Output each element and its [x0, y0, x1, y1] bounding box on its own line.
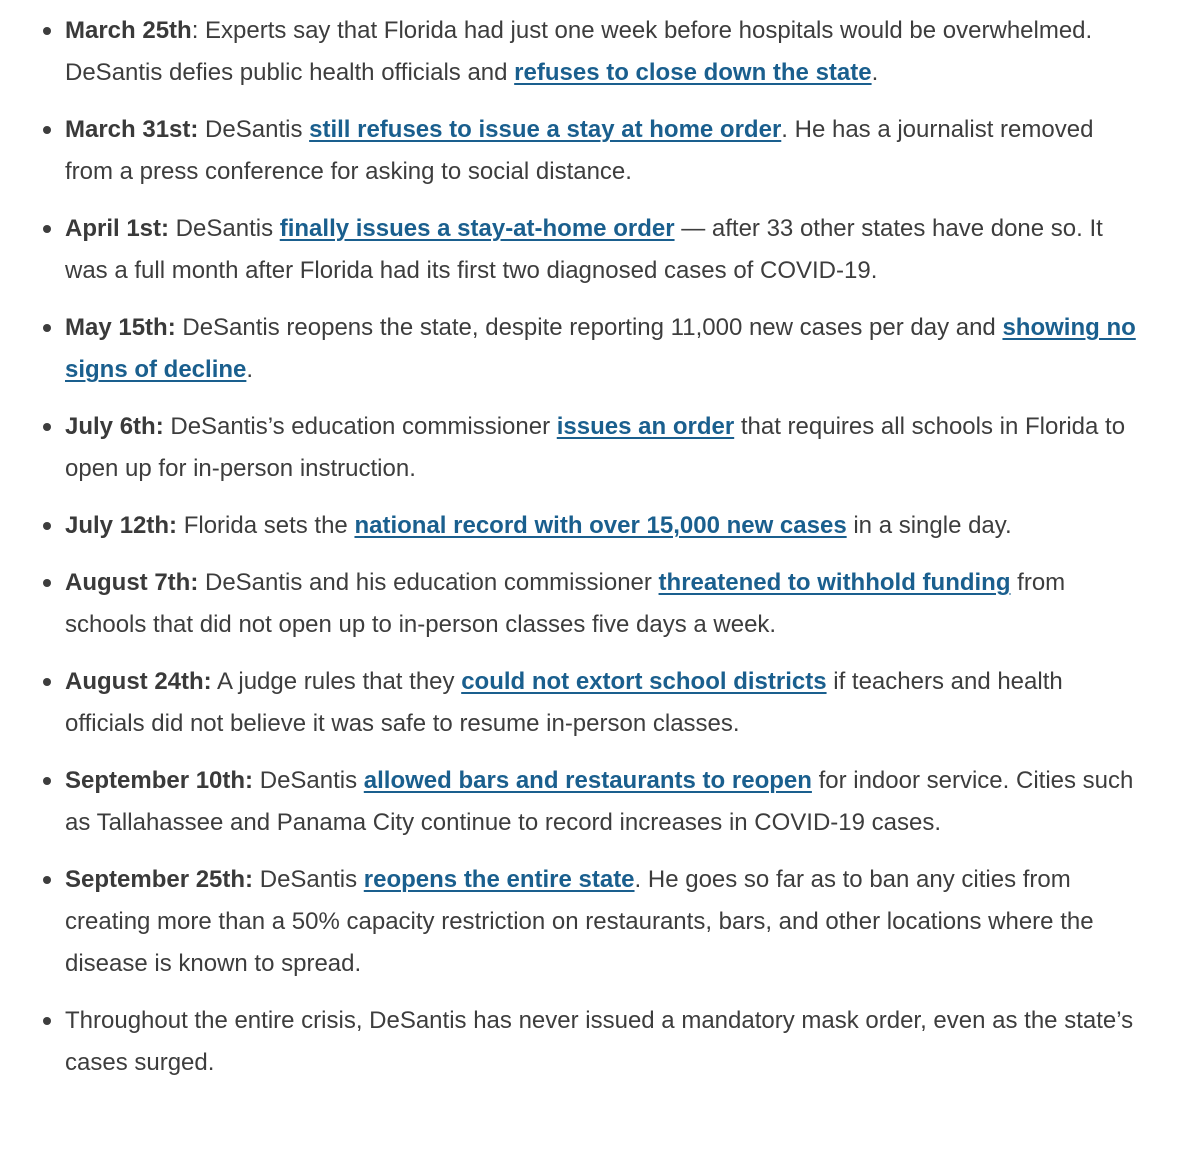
link-finally-issues-order[interactable]: finally issues a stay-at-home order: [279, 215, 675, 242]
item-text: DeSantis: [253, 866, 364, 893]
item-text: .: [871, 59, 879, 86]
item-text: : Experts say that Florida had just one week before hospitals would be overwhelmed. DeSantis defies public health officials and: [65, 17, 1093, 86]
timeline-item-may-15: [65, 307, 1140, 391]
link-issues-an-order[interactable]: issues an order: [556, 413, 735, 440]
item-date: August 24th:: [65, 668, 212, 695]
link-bars-restaurants-reopen[interactable]: allowed bars and restaurants to reopen: [363, 767, 812, 794]
timeline-item-august-24: [65, 661, 1140, 745]
item-date: August 7th:: [65, 569, 199, 596]
link-could-not-extort[interactable]: could not extort school districts: [461, 668, 827, 695]
item-date: July 6th:: [65, 413, 164, 440]
item-date: March 31st:: [65, 116, 199, 143]
item-text: .: [246, 356, 254, 383]
link-still-refuses-stay-at-home[interactable]: still refuses to issue a stay at home order: [309, 116, 782, 143]
item-text: that requires all schools in Florida to open up for in-person instruction.: [65, 413, 1126, 482]
link-withhold-funding[interactable]: threatened to withhold funding: [658, 569, 1011, 596]
item-text: A judge rules that they: [211, 668, 462, 695]
item-text: DeSantis: [169, 215, 280, 242]
item-text: Florida sets the: [177, 512, 355, 539]
timeline-item-july-12: [65, 505, 1140, 547]
item-text: DeSantis: [253, 767, 364, 794]
link-reopens-entire-state[interactable]: reopens the entire state: [363, 866, 635, 893]
item-text: if teachers and health officials did not believe it was safe to resume in-person classes.: [65, 668, 1063, 737]
timeline-item-final: [65, 1000, 1140, 1084]
link-refuses-to-close[interactable]: refuses to close down the state: [514, 59, 872, 86]
item-text: DeSantis and his education commissioner: [198, 569, 659, 596]
timeline-item-april-1: [65, 208, 1140, 292]
item-text: DeSantis reopens the state, despite reporting 11,000 new cases per day and: [175, 314, 1003, 341]
timeline-item-september-10: [65, 760, 1140, 844]
item-date: July 12th:: [65, 512, 178, 539]
timeline-item-march-31: [65, 109, 1140, 193]
item-text: from schools that did not open up to in-person classes five days a week.: [65, 569, 1066, 638]
item-text: . He has a journalist removed from a press conference for asking to social distance.: [65, 116, 1094, 185]
item-text: — after 33 other states have done so. It was a full month after Florida had its first two diagnosed cases of COVID-19.: [65, 215, 1103, 284]
item-text: in a single day.: [846, 512, 1012, 539]
item-date: May 15th:: [65, 314, 176, 341]
item-date: March 25th: [65, 17, 192, 44]
link-no-signs-of-decline[interactable]: showing no signs of decline: [65, 314, 1136, 383]
item-date: September 25th:: [65, 866, 254, 893]
timeline-item-july-6: [65, 406, 1140, 490]
item-date: September 10th:: [65, 767, 254, 794]
timeline-item-august-7: [65, 562, 1140, 646]
item-text: Throughout the entire crisis, DeSantis has never issued a mandatory mask order, even as the state’s cases surged.: [65, 1007, 1134, 1076]
link-national-record[interactable]: national record with over 15,000 new cases: [354, 512, 847, 539]
item-text: . He goes so far as to ban any cities from creating more than a 50% capacity restriction on restaurants, bars, and other locations where the disease is known to spread.: [65, 866, 1094, 977]
item-text: DeSantis’s education commissioner: [163, 413, 557, 440]
timeline-item-march-25: [65, 10, 1140, 94]
item-text: for indoor service. Cities such as Tallahassee and Panama City continue to record increases in COVID-19 cases.: [65, 767, 1134, 836]
item-date: April 1st:: [65, 215, 170, 242]
item-text: DeSantis: [198, 116, 310, 143]
timeline-item-september-25: [65, 859, 1140, 985]
